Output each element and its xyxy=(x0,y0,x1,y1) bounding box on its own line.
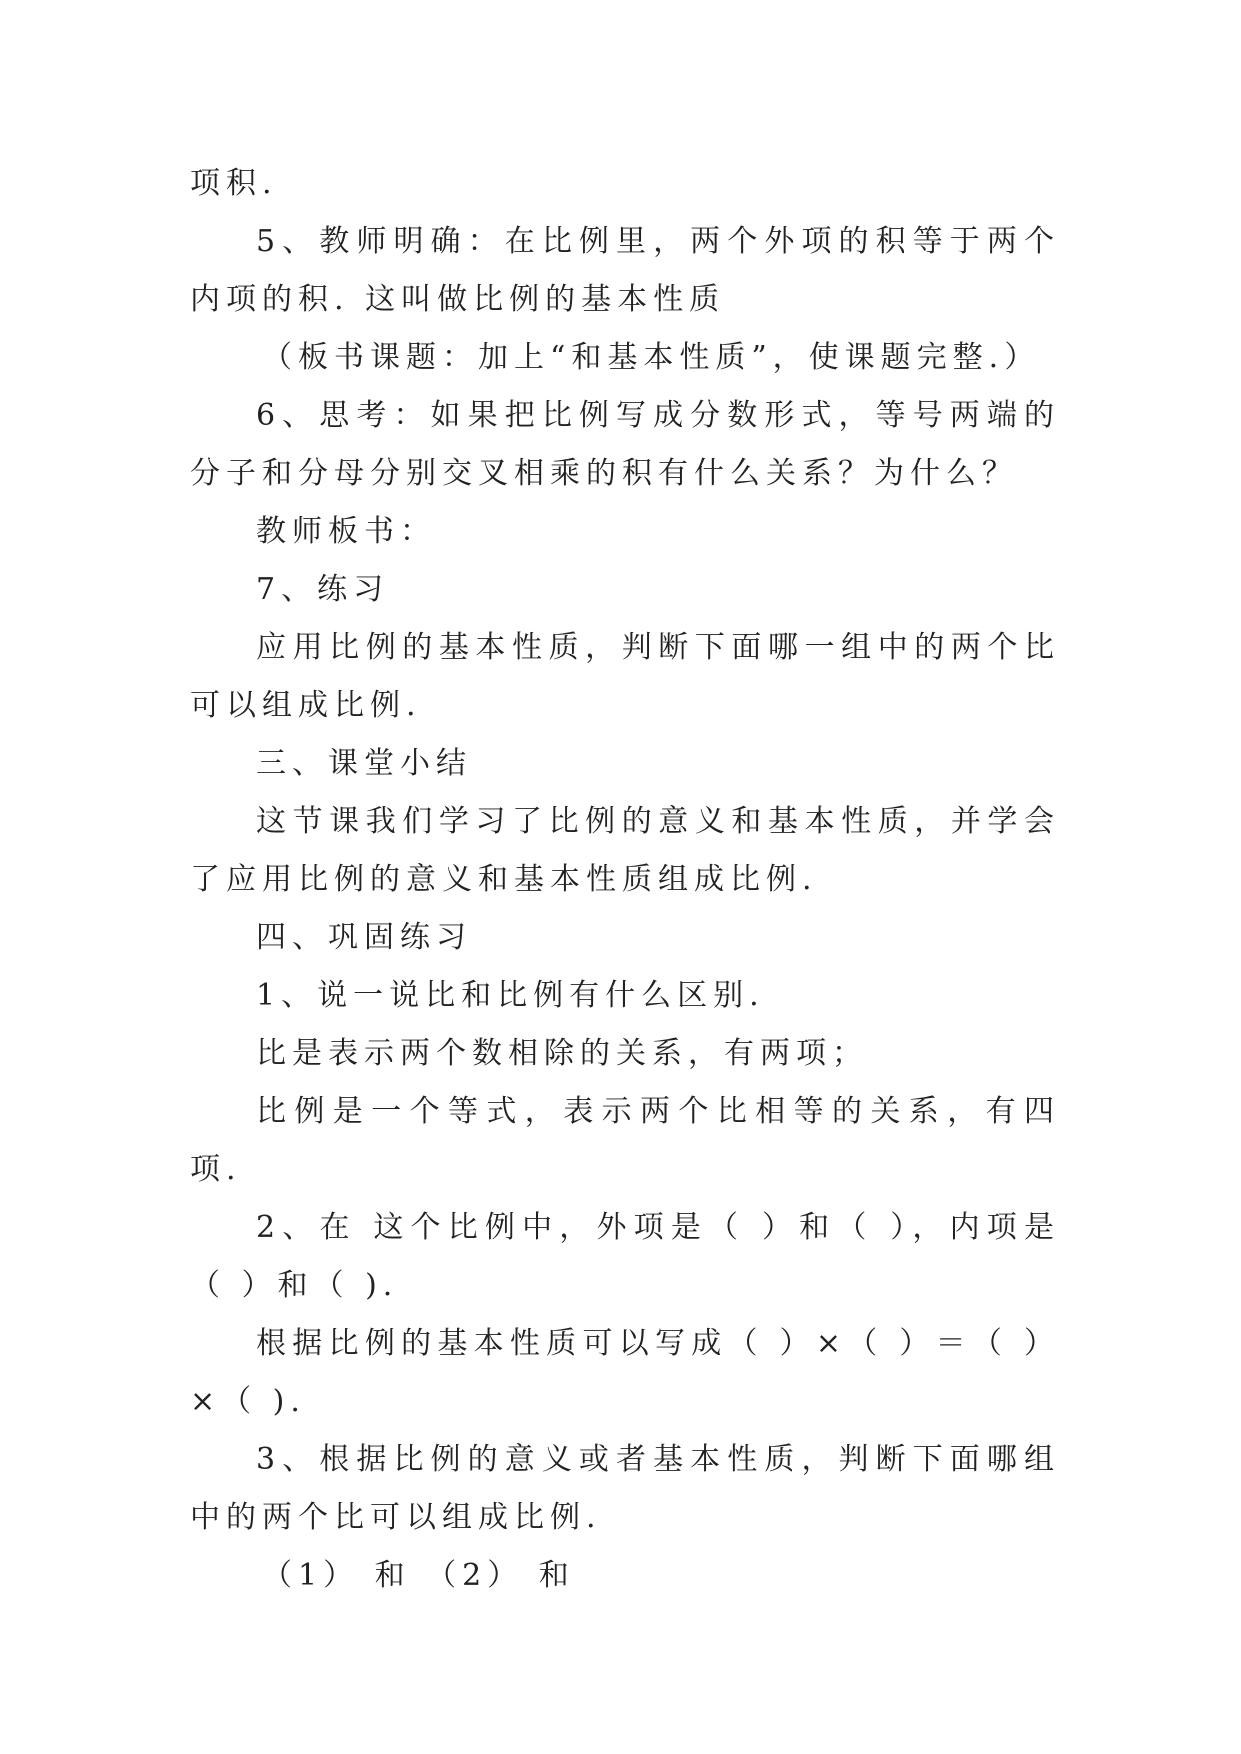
paragraph: 比是表示两个数相除的关系，有两项； xyxy=(256,1036,868,1071)
paragraph: （1） 和 （2） 和 xyxy=(262,1558,575,1593)
document-body xyxy=(190,155,1060,1605)
paragraph: 3、根据比例的意义或者基本性质，判断下面哪组中的两个比可以组成比例. xyxy=(190,1442,1060,1535)
paragraph: 7、练习 xyxy=(256,572,390,607)
paragraph: 1、说一说比和比例有什么区别. xyxy=(256,978,765,1013)
paragraph: 这节课我们学习了比例的意义和基本性质，并学会了应用比例的意义和基本性质组成比例. xyxy=(190,804,1060,897)
paragraph: 根据比例的基本性质可以写成（ ）×（ ）＝（ ）×（ ). xyxy=(190,1326,1060,1419)
paragraph: 6、思考：如果把比例写成分数形式，等号两端的分子和分母分别交叉相乘的积有什么关系？为什么？ xyxy=(190,398,1060,491)
paragraph: （板书课题：加上“和基本性质”，使课题完整.） xyxy=(262,340,1041,375)
paragraph: 应用比例的基本性质，判断下面哪一组中的两个比可以组成比例. xyxy=(190,630,1060,723)
paragraph: 比例是一个等式，表示两个比相等的关系，有四项. xyxy=(190,1094,1060,1187)
paragraph: 2、在 这个比例中，外项是（ ）和（ ），内项是（ ）和（ ). xyxy=(190,1210,1060,1303)
paragraph: 5、教师明确：在比例里，两个外项的积等于两个内项的积. 这叫做比例的基本性质 xyxy=(190,224,1060,317)
paragraph: 四、巩固练习 xyxy=(256,920,472,955)
paragraph: 三、课堂小结 xyxy=(256,746,472,781)
paragraph: 项积. xyxy=(190,166,278,201)
paragraph: 教师板书： xyxy=(256,514,436,549)
